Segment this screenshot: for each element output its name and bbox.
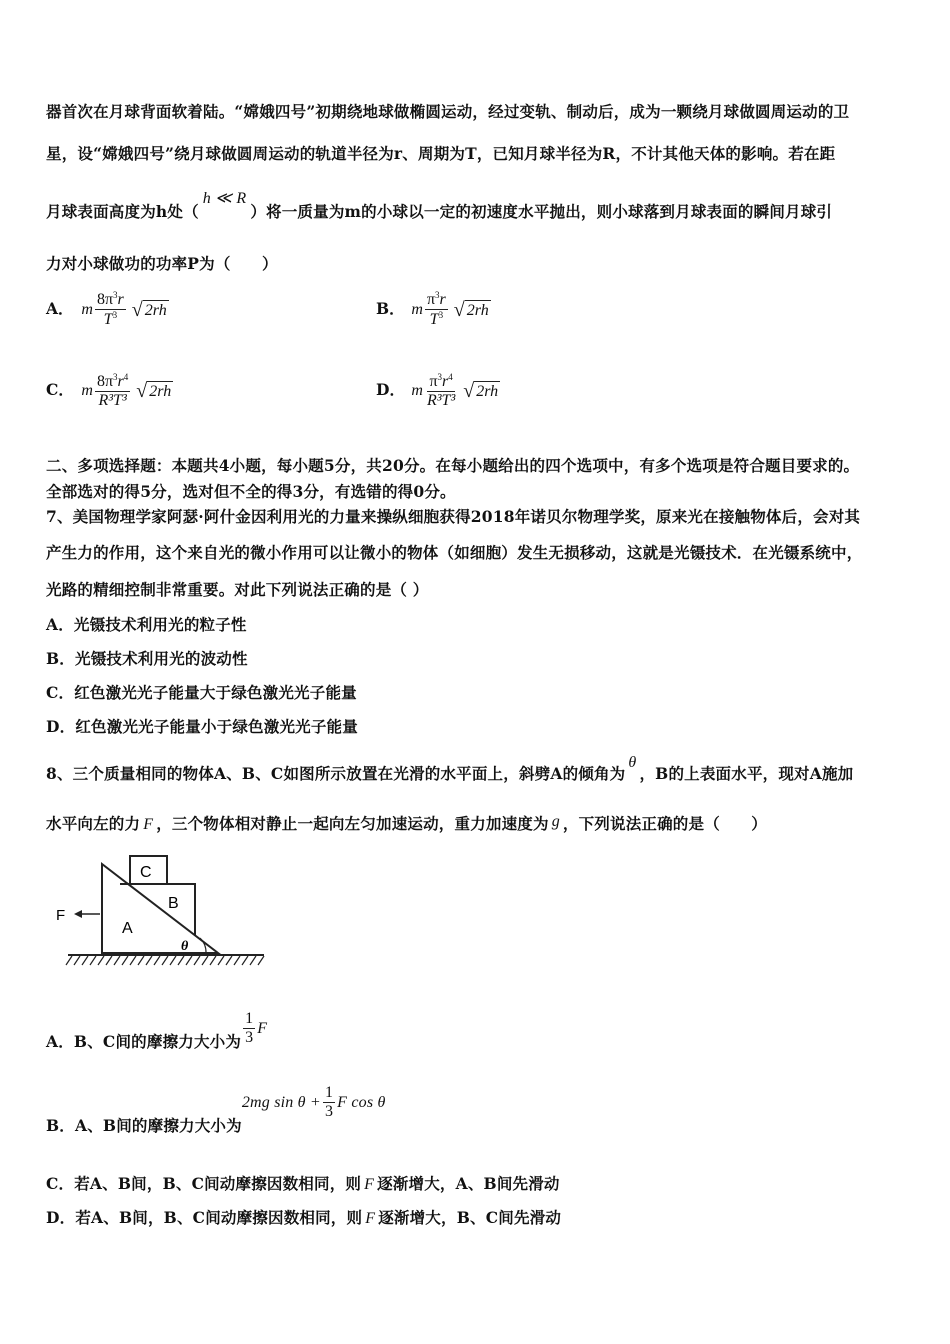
q8-line2-part-a: 水平向左的力 xyxy=(46,814,141,833)
q6-condition-math: h ≪ R xyxy=(202,190,247,207)
q6-text-line1: 器首次在月球背面软着陆。“嫦娥四号”初期绕地球做椭圆运动，经过变轨、制动后，成为一颗绕月球做圆周运动的卫 xyxy=(46,102,850,121)
force-arrowhead xyxy=(74,910,82,918)
q6-option-d[interactable] xyxy=(376,372,500,411)
q7-option-c[interactable]: C．红色激光光子能量大于绿色激光光子能量 xyxy=(46,683,357,702)
q8-option-a-formula: $\frac{1}{3}$ F xyxy=(245,1010,268,1047)
force-symbol: F xyxy=(365,1210,376,1227)
label-f: F xyxy=(56,907,66,924)
q8-line2-part-c: ，下列说法正确的是（ ） xyxy=(562,814,768,833)
blocks-diagram xyxy=(50,852,270,972)
q7-option-d[interactable]: D．红色激光光子能量小于绿色激光光子能量 xyxy=(46,717,358,736)
section2-heading-line2: 全部选对的得5分，选对但不全的得3分，有选错的得0分。 xyxy=(46,482,456,501)
q8-option-d-prefix: D．若A、B间，B、C间动摩擦因数相同，则 xyxy=(46,1208,363,1227)
q6-option-b[interactable] xyxy=(376,290,491,330)
q6-option-a-formula: m $\frac{8\pi^3r}{T^3}$ √ 2rh xyxy=(81,290,167,329)
q8-option-d[interactable] xyxy=(46,1206,561,1228)
force-symbol: F xyxy=(143,816,154,833)
q8-option-c[interactable] xyxy=(46,1172,560,1194)
option-label: C． xyxy=(46,380,74,400)
option-label: D． xyxy=(376,380,405,400)
q7-text-line3: 光路的精细控制非常重要。对此下列说法正确的是（ ） xyxy=(46,580,429,599)
block-a xyxy=(102,864,218,953)
q7-text-line2: 产生力的作用，这个来自光的微小作用可以让微小的物体（如细胞）发生无损移动，这就是光镊技术．在光镊系统中， xyxy=(46,543,863,562)
q7-option-b[interactable]: B．光镊技术利用光的波动性 xyxy=(46,649,248,668)
option-label: A． xyxy=(46,298,74,318)
section2-heading-line1: 二、多项选择题：本题共4小题，每小题5分，共20分。在每小题给出的四个选项中，有多个选项是符合题目要求的。 xyxy=(46,456,860,475)
ground-hatch xyxy=(66,956,264,965)
q7-text-line1: 7、美国物理学家阿瑟·阿什金因利用光的力量来操纵细胞获得2018年诺贝尔物理学奖，原来光在接触物体后，会对其 xyxy=(46,507,861,526)
q6-text-line2: 星，设“嫦娥四号”绕月球做圆周运动的轨道半径为r、周期为T，已知月球半径为R，不计其他天体的影响。若在距 xyxy=(46,144,836,163)
q8-text-line1 xyxy=(46,754,854,784)
q7-option-a[interactable]: A．光镊技术利用光的粒子性 xyxy=(46,615,247,634)
force-symbol: F xyxy=(364,1176,375,1193)
q8-option-b[interactable] xyxy=(46,1084,386,1135)
theta-symbol: θ xyxy=(628,754,637,771)
q6-text-line3 xyxy=(46,190,833,222)
q8-line2-part-b: ，三个物体相对静止一起向左匀加速运动，重力加速度为 xyxy=(156,814,549,833)
q6-option-d-formula: m $\frac{\pi^3r^4}{\text{R³T³}}$ √ 2rh xyxy=(411,372,499,410)
label-c: C xyxy=(140,864,152,881)
q8-option-b-text: B．A、B间的摩擦力大小为 xyxy=(46,1115,242,1135)
label-theta: θ xyxy=(181,939,189,954)
q8-line1-prefix: 8、三个质量相同的物体A、B、C如图所示放置在光滑的水平面上，斜劈A的倾角为 xyxy=(46,764,626,783)
q8-option-d-suffix: 逐渐增大，B、C间先滑动 xyxy=(378,1208,562,1227)
q8-option-c-prefix: C．若A、B间，B、C间动摩擦因数相同，则 xyxy=(46,1174,362,1193)
q8-option-a-text: A．B、C间的摩擦力大小为 xyxy=(46,1032,242,1051)
gravity-symbol: g xyxy=(551,813,560,830)
q8-option-c-suffix: 逐渐增大，A、B间先滑动 xyxy=(377,1174,560,1193)
q8-option-a[interactable] xyxy=(46,1008,267,1050)
q6-option-a[interactable] xyxy=(46,290,169,330)
label-a: A xyxy=(122,920,133,937)
q6-line3-suffix: ）将一质量为m的小球以一定的初速度水平抛出，则小球落到月球表面的瞬间月球引 xyxy=(250,202,833,221)
q6-line3-prefix: 月球表面高度为h处（ xyxy=(46,202,199,221)
q8-text-line2 xyxy=(46,812,767,834)
q6-option-b-formula: m $\frac{\pi^3r}{T^3}$ √ 2rh xyxy=(411,290,489,329)
q6-text-line4: 力对小球做功的功率P为（ ） xyxy=(46,254,278,273)
q8-option-b-formula: 2mg sin θ + $\frac{1}{3}$ F cos θ xyxy=(241,1084,386,1121)
label-b: B xyxy=(168,895,179,912)
q6-option-c[interactable] xyxy=(46,372,173,411)
option-label: B． xyxy=(376,298,405,318)
q8-line1-suffix: ，B的上表面水平，现对A施加 xyxy=(639,764,854,783)
q6-option-c-formula: m $\frac{8\pi^3r^4}{\text{R³T³}}$ √ 2rh xyxy=(81,372,172,410)
